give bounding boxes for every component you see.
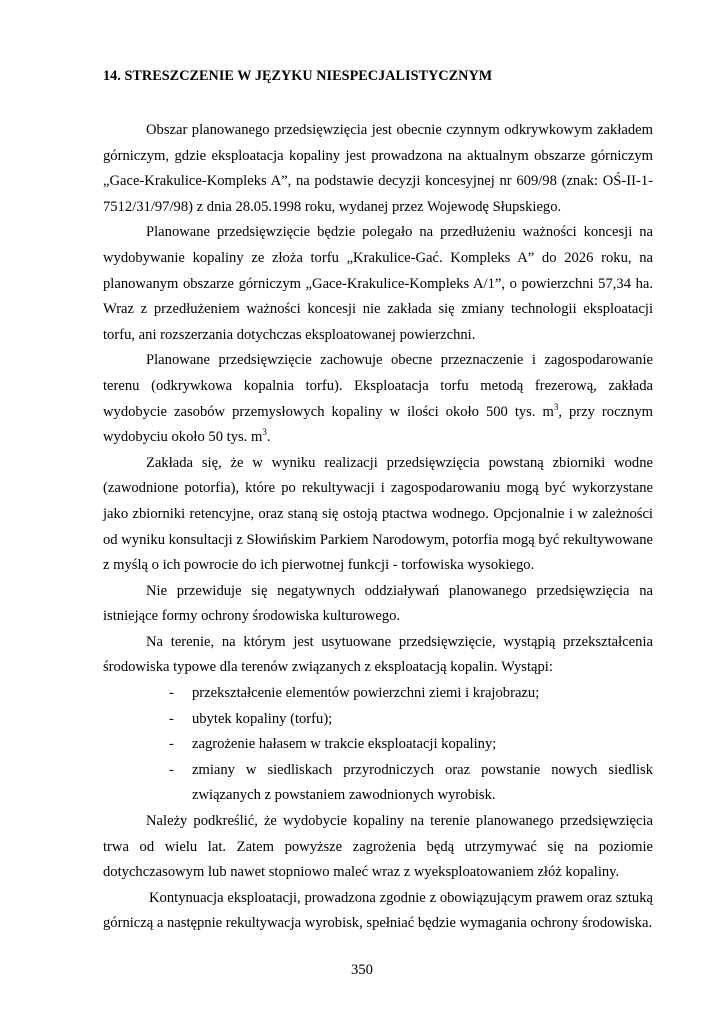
superscript-cubic-2: 3 xyxy=(262,427,267,438)
paragraph-5: Nie przewiduje się negatywnych oddziaływań planowanego przedsięwzięcia na istniejące formy ochrony środowiska kulturowego. xyxy=(103,582,653,625)
list-item-text: zagrożenie hałasem w trakcie eksploatacji kopaliny; xyxy=(192,736,497,753)
list-item xyxy=(103,707,653,733)
paragraph-3-part2: , przy rocznym wydobyciu około 50 tys. m xyxy=(103,403,653,446)
list-item-text: ubytek kopaliny (torfu); xyxy=(192,710,333,727)
paragraph-3 xyxy=(103,348,653,450)
paragraph-4: Zakłada się, że w wyniku realizacji przedsięwzięcia powstaną zbiorniki wodne (zawodnione potorfia), które po rekultywacji i zagospodarowaniu mogą być wykorzystane jako zbiorniki retencyjne, oraz staną się ostoją ptactwa wodnego. Opcjonalnie i w zależności od wyniku konsultacji z Słowińskim Parkiem Narodowym, potorfia mogą być rekultywowane z myślą o ich powrocie do ich pierwotnej funkcji - torfowiska wysokiego. xyxy=(103,454,654,574)
page-number: 350 xyxy=(351,962,373,978)
list-item-text: przekształcenie elementów powierzchni ziemi i krajobrazu; xyxy=(192,685,540,702)
paragraph-8: Kontynuacja eksploatacji, prowadzona zgodnie z obowiązującym prawem oraz sztuką górniczą a następnie rekultywacja wyrobisk, spełniać będzie wymagania ochrony środowiska. xyxy=(103,889,653,932)
dash-bullet: - xyxy=(169,685,174,702)
superscript-cubic-1: 3 xyxy=(553,401,559,412)
paragraph-7: Należy podkreślić, że wydobycie kopaliny na terenie planowanego przedsięwzięcia trwa od wielu lat. Zatem powyższe zagrożenia będą utrzymywać się na poziomie dotychczasowym lub nawet stopniowo maleć wraz z wyeksploatowaniem złóż kopaliny. xyxy=(103,813,653,881)
paragraph-1: Obszar planowanego przedsięwzięcia jest obecnie czynnym odkrywkowym zakładem górniczym, gdzie eksploatacja kopaliny jest prowadzona na aktualnym obszarze górniczym „Gace-Krakulice-Kompleks A”, na podstawie decyzji koncesyjnej nr 609/98 (znak: OŚ-II-1-7512/31/97/98) z dnia 28.05.1998 roku, wydanej przez Wojewodę Słupskiego. xyxy=(103,122,653,215)
paragraph-3-part1: Planowane przedsięwzięcie zachowuje obecne przeznaczenie i zagospodarowanie terenu (odkrywkowa kopalnia torfu). Eksploatacja torfu metodą frezerową, zakłada wydobycie zasobów przemysłowych kopaliny w ilości około 500 tys. m xyxy=(103,352,653,420)
paragraph-2: Planowane przedsięwzięcie będzie polegało na przedłużeniu ważności koncesji na wydobywanie kopaliny ze złoża torfu „Krakulice-Gać. Kompleks A” do 2026 roku, na planowanym obszarze górniczym „Gace-Krakulice-Kompleks A/1”, o powierzchni 57,34 ha. Wraz z przedłużeniem ważności koncesji nie zakłada się zmiany technologii eksploatacji torfu, ani rozszerzania dotychczas eksploatowanej powierzchni. xyxy=(103,224,653,343)
impact-list xyxy=(103,681,653,809)
paragraph-3-part3: . xyxy=(266,429,271,446)
dash-bullet: - xyxy=(169,710,174,727)
list-item xyxy=(103,732,653,758)
dash-bullet: - xyxy=(169,761,174,778)
list-item xyxy=(103,681,653,707)
dash-bullet: - xyxy=(169,736,174,753)
list-item xyxy=(103,758,653,809)
section-heading: 14. STRESZCZENIE W JĘZYKU NIESPECJALISTYCZNYM xyxy=(103,68,493,84)
body-text xyxy=(103,118,653,937)
paragraph-6: Na terenie, na którym jest usytuowane przedsięwzięcie, wystąpią przekształcenia środowiska typowe dla terenów związanych z eksploatacją kopalin. Wystąpi: xyxy=(103,633,653,676)
list-item-text: zmiany w siedliskach przyrodniczych oraz powstanie nowych siedlisk związanych z powstaniem zawodnionych wyrobisk. xyxy=(192,761,653,804)
